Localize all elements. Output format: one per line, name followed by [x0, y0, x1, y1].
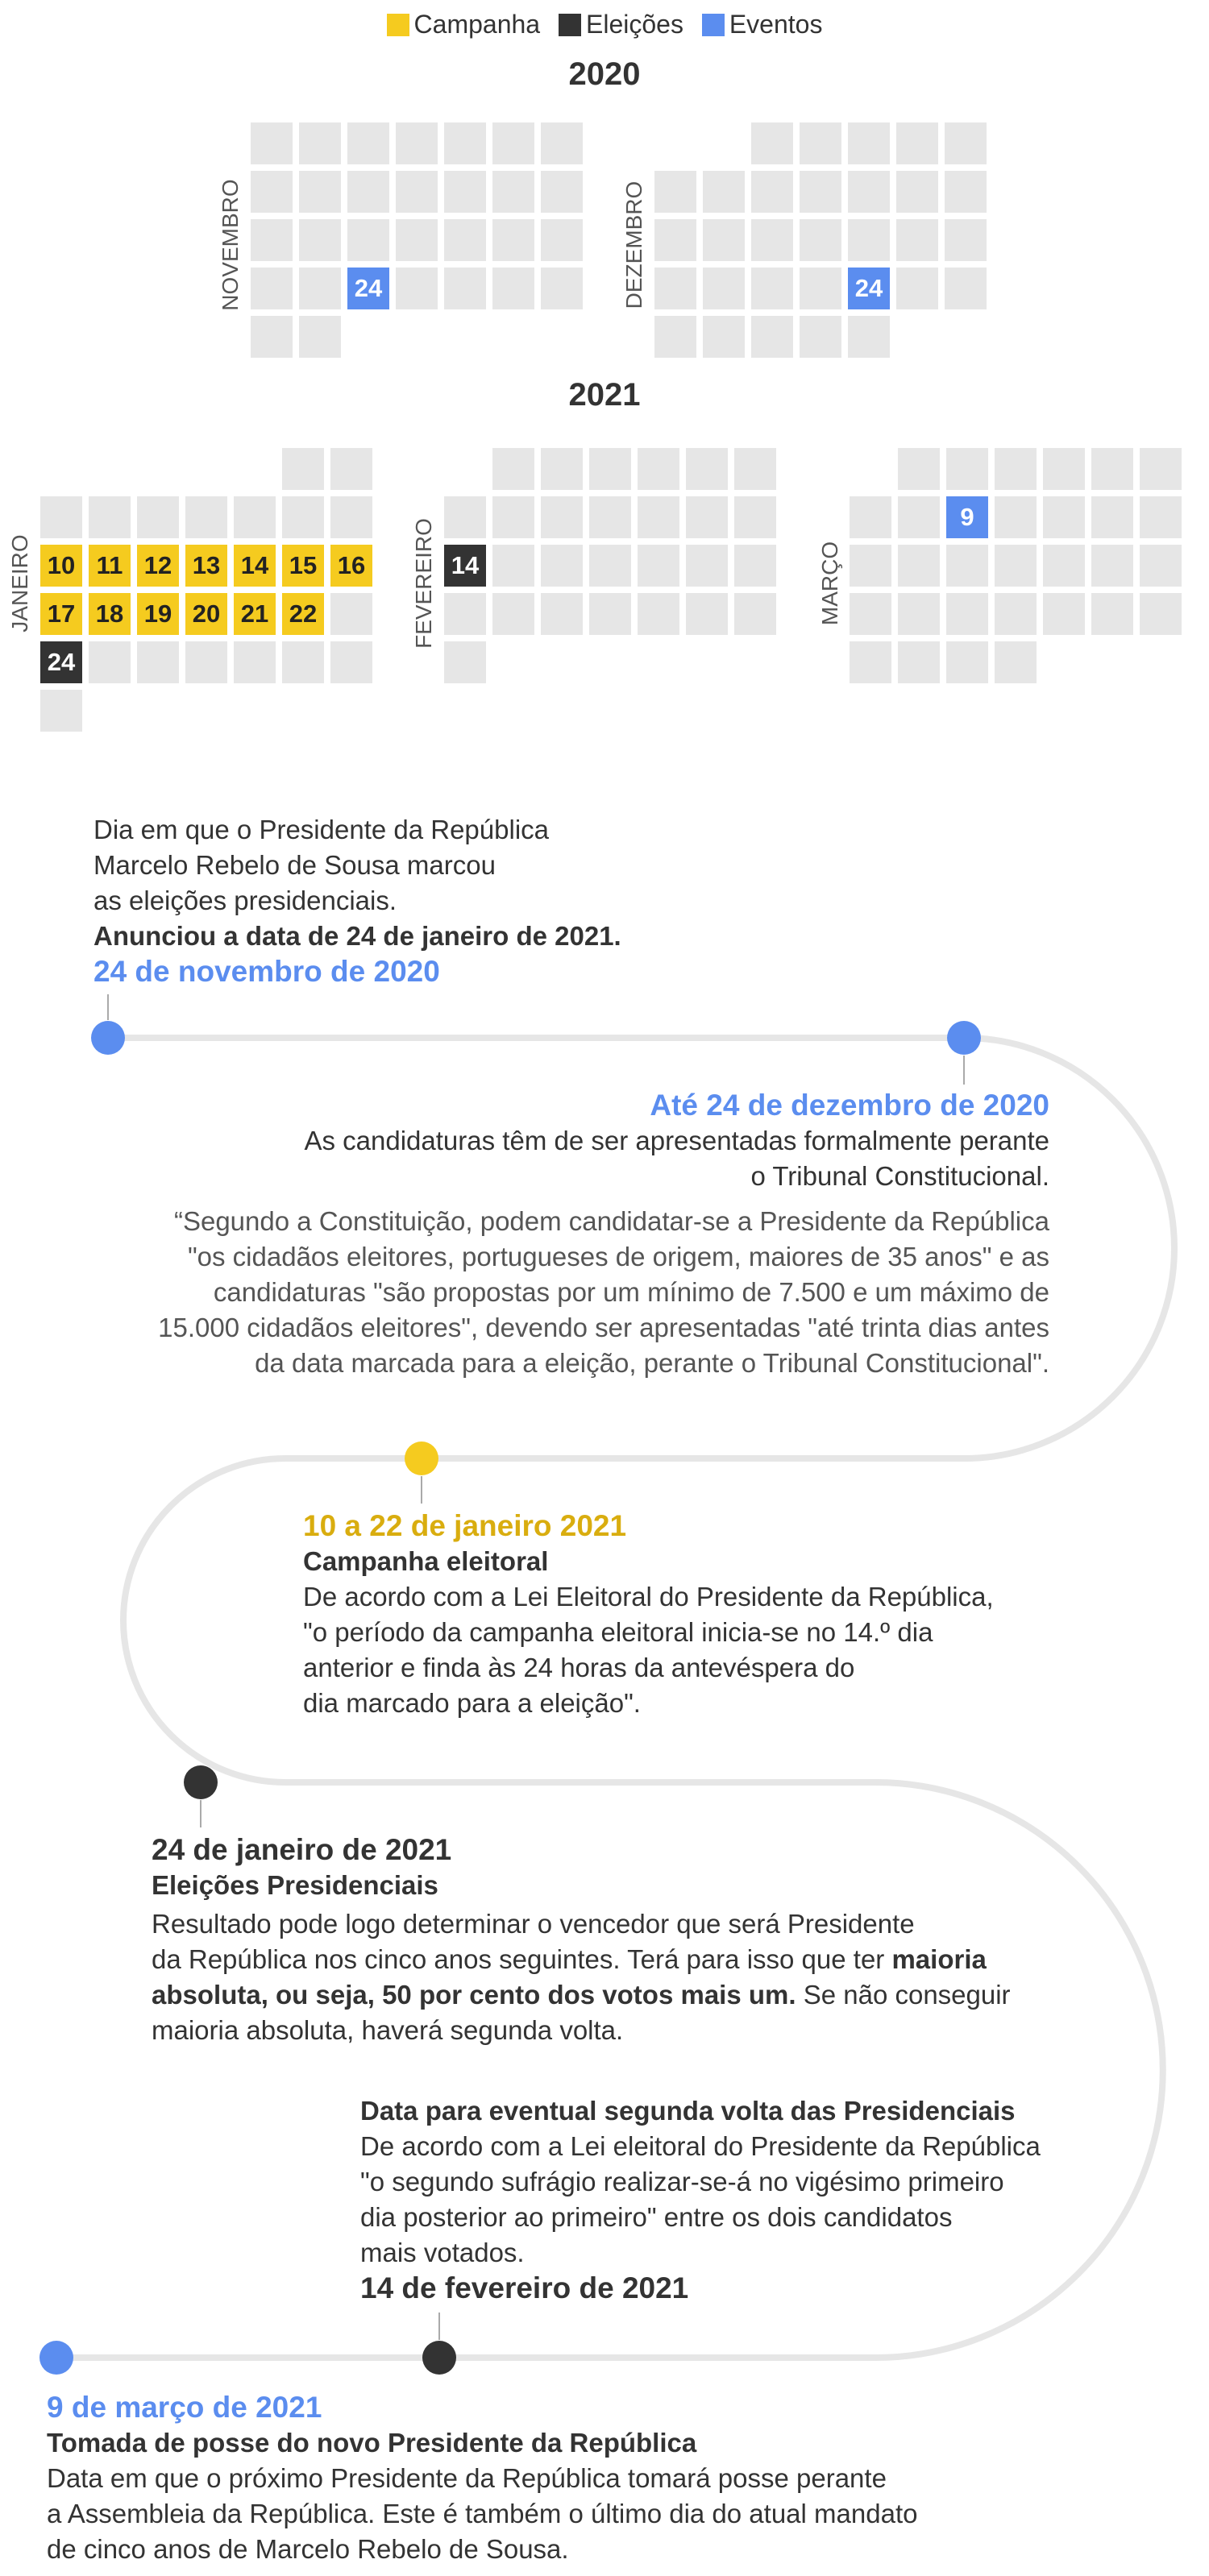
event-quote: “Segundo a Constituição, podem candidatar-se a Presidente da República [173, 1206, 1049, 1236]
calendar-day-january-16: 16 [330, 545, 372, 587]
event-text: De acordo com a Lei Eleitoral do Presidente da República, [303, 1582, 994, 1612]
calendar-day-january-19: 19 [137, 593, 179, 635]
month-label-march: MARÇO [817, 541, 842, 626]
event-text: De acordo com a Lei eleitoral do Presidente da República [360, 2131, 1041, 2161]
event-text-line [152, 1977, 1011, 2013]
event-title: As candidaturas têm de ser apresentadas formalmente perante [304, 1126, 1049, 1155]
timeline-dot-feb14 [422, 2341, 456, 2375]
event-text: a Assembleia da República. Este é também o último dia do atual mandato [47, 2499, 918, 2528]
calendar-day-january-11: 11 [89, 545, 131, 587]
legend-label: Eventos [729, 10, 823, 39]
event-date: 24 de novembro de 2020 [93, 955, 440, 988]
event-date: 9 de março de 2021 [47, 2391, 322, 2424]
timeline-dot-nov24 [91, 1021, 125, 1055]
calendar-day-january-22: 22 [282, 593, 324, 635]
calendar-day-january-18: 18 [89, 593, 131, 635]
calendar-day-january-12: 12 [137, 545, 179, 587]
calendar-day-december-24: 24 [848, 268, 890, 309]
event-text: as eleições presidenciais. [93, 886, 397, 915]
timeline-dot-campaign [405, 1441, 438, 1475]
legend-label: Eleições [585, 10, 683, 39]
event-quote: "os cidadãos eleitores, portugueses de origem, maiores de 35 anos" e as [187, 1242, 1049, 1271]
event-dec-2020 [81, 1088, 1049, 1381]
event-date: Até 24 de dezembro de 2020 [650, 1089, 1049, 1122]
event-title: Campanha eleitoral [303, 1546, 549, 1576]
year-2021-title: 2021 [568, 377, 641, 413]
event-text: "o segundo sufrágio realizar-se-á no vigésimo primeiro [360, 2167, 1004, 2196]
calendar-day-january-14: 14 [234, 545, 276, 587]
event-text: maioria absoluta, haverá segunda volta. [152, 2015, 624, 2045]
event-bold-text: Anunciou a data de 24 de janeiro de 2021. [93, 921, 621, 951]
event-text: Marcelo Rebelo de Sousa marcou [93, 850, 496, 880]
timeline-dot-dec24 [947, 1021, 981, 1055]
calendar-day-january-24: 24 [40, 641, 82, 683]
event-title: o Tribunal Constitucional. [750, 1161, 1049, 1191]
event-campaign [303, 1508, 994, 1721]
event-text: de cinco anos de Marcelo Rebelo de Sousa. [47, 2534, 569, 2564]
calendar-day-january-13: 13 [185, 545, 227, 587]
timeline-dot-mar9 [39, 2341, 73, 2375]
calendar-day-january-15: 15 [282, 545, 324, 587]
event-text: Resultado pode logo determinar o vencedor que será Presidente [152, 1909, 915, 1939]
event-second-round [360, 2093, 1041, 2306]
calendar-day-january-10: 10 [40, 545, 82, 587]
event-text: mais votados. [360, 2238, 525, 2267]
calendar-day-march-9: 9 [946, 496, 988, 538]
event-bold-text: maioria [891, 1944, 987, 1974]
event-quote: da data marcada para a eleição, perante o Tribunal Constitucional". [255, 1348, 1049, 1378]
event-title: Data para eventual segunda volta das Presidenciais [360, 2096, 1016, 2126]
calendar-day-february-14: 14 [444, 545, 486, 587]
event-title: Tomada de posse do novo Presidente da República [47, 2428, 697, 2458]
event-elections [152, 1832, 1011, 2048]
event-quote: 15.000 cidadãos eleitores", devendo ser apresentadas "até trinta dias antes [158, 1313, 1049, 1342]
calendar-day-january-17: 17 [40, 593, 82, 635]
event-text: Data em que o próximo Presidente da República tomará posse perante [47, 2463, 887, 2493]
calendar-day-january-21: 21 [234, 593, 276, 635]
month-label-november: NOVEMBRO [218, 179, 243, 311]
event-text: Dia em que o Presidente da República [93, 815, 550, 844]
event-nov-2020 [93, 812, 621, 989]
event-text: "o período da campanha eleitoral inicia-se no 14.º dia [303, 1617, 933, 1647]
event-text: dia posterior ao primeiro" entre os dois candidatos [360, 2202, 953, 2232]
legend-label: Campanha [413, 10, 541, 39]
event-date: 14 de fevereiro de 2021 [360, 2271, 689, 2304]
month-label-january: JANEIRO [7, 534, 32, 633]
event-date: 24 de janeiro de 2021 [152, 1833, 452, 1866]
month-label-february: FEVEREIRO [411, 518, 436, 649]
calendar-day-november-24: 24 [347, 268, 389, 309]
calendar-day-january-20: 20 [185, 593, 227, 635]
event-text: anterior e finda às 24 horas da antevéspera do [303, 1653, 855, 1682]
month-label-december: DEZEMBRO [621, 180, 646, 309]
event-bold-text: absoluta, ou seja, 50 por cento dos votos mais um. [152, 1980, 796, 2010]
timeline-dot-jan24 [184, 1765, 218, 1799]
event-text: da República nos cinco anos seguintes. Terá para isso que ter [152, 1944, 892, 1974]
event-text: dia marcado para a eleição". [303, 1688, 641, 1718]
year-2020-title: 2020 [568, 56, 641, 92]
event-text-line [152, 1942, 1011, 1977]
event-quote: candidaturas "são propostas por um mínimo de 7.500 e um máximo de [213, 1277, 1049, 1307]
event-text: Se não conseguir [796, 1980, 1011, 2010]
event-title: Eleições Presidenciais [152, 1870, 438, 1900]
event-date: 10 a 22 de janeiro 2021 [303, 1509, 627, 1542]
event-inauguration [47, 2390, 917, 2567]
